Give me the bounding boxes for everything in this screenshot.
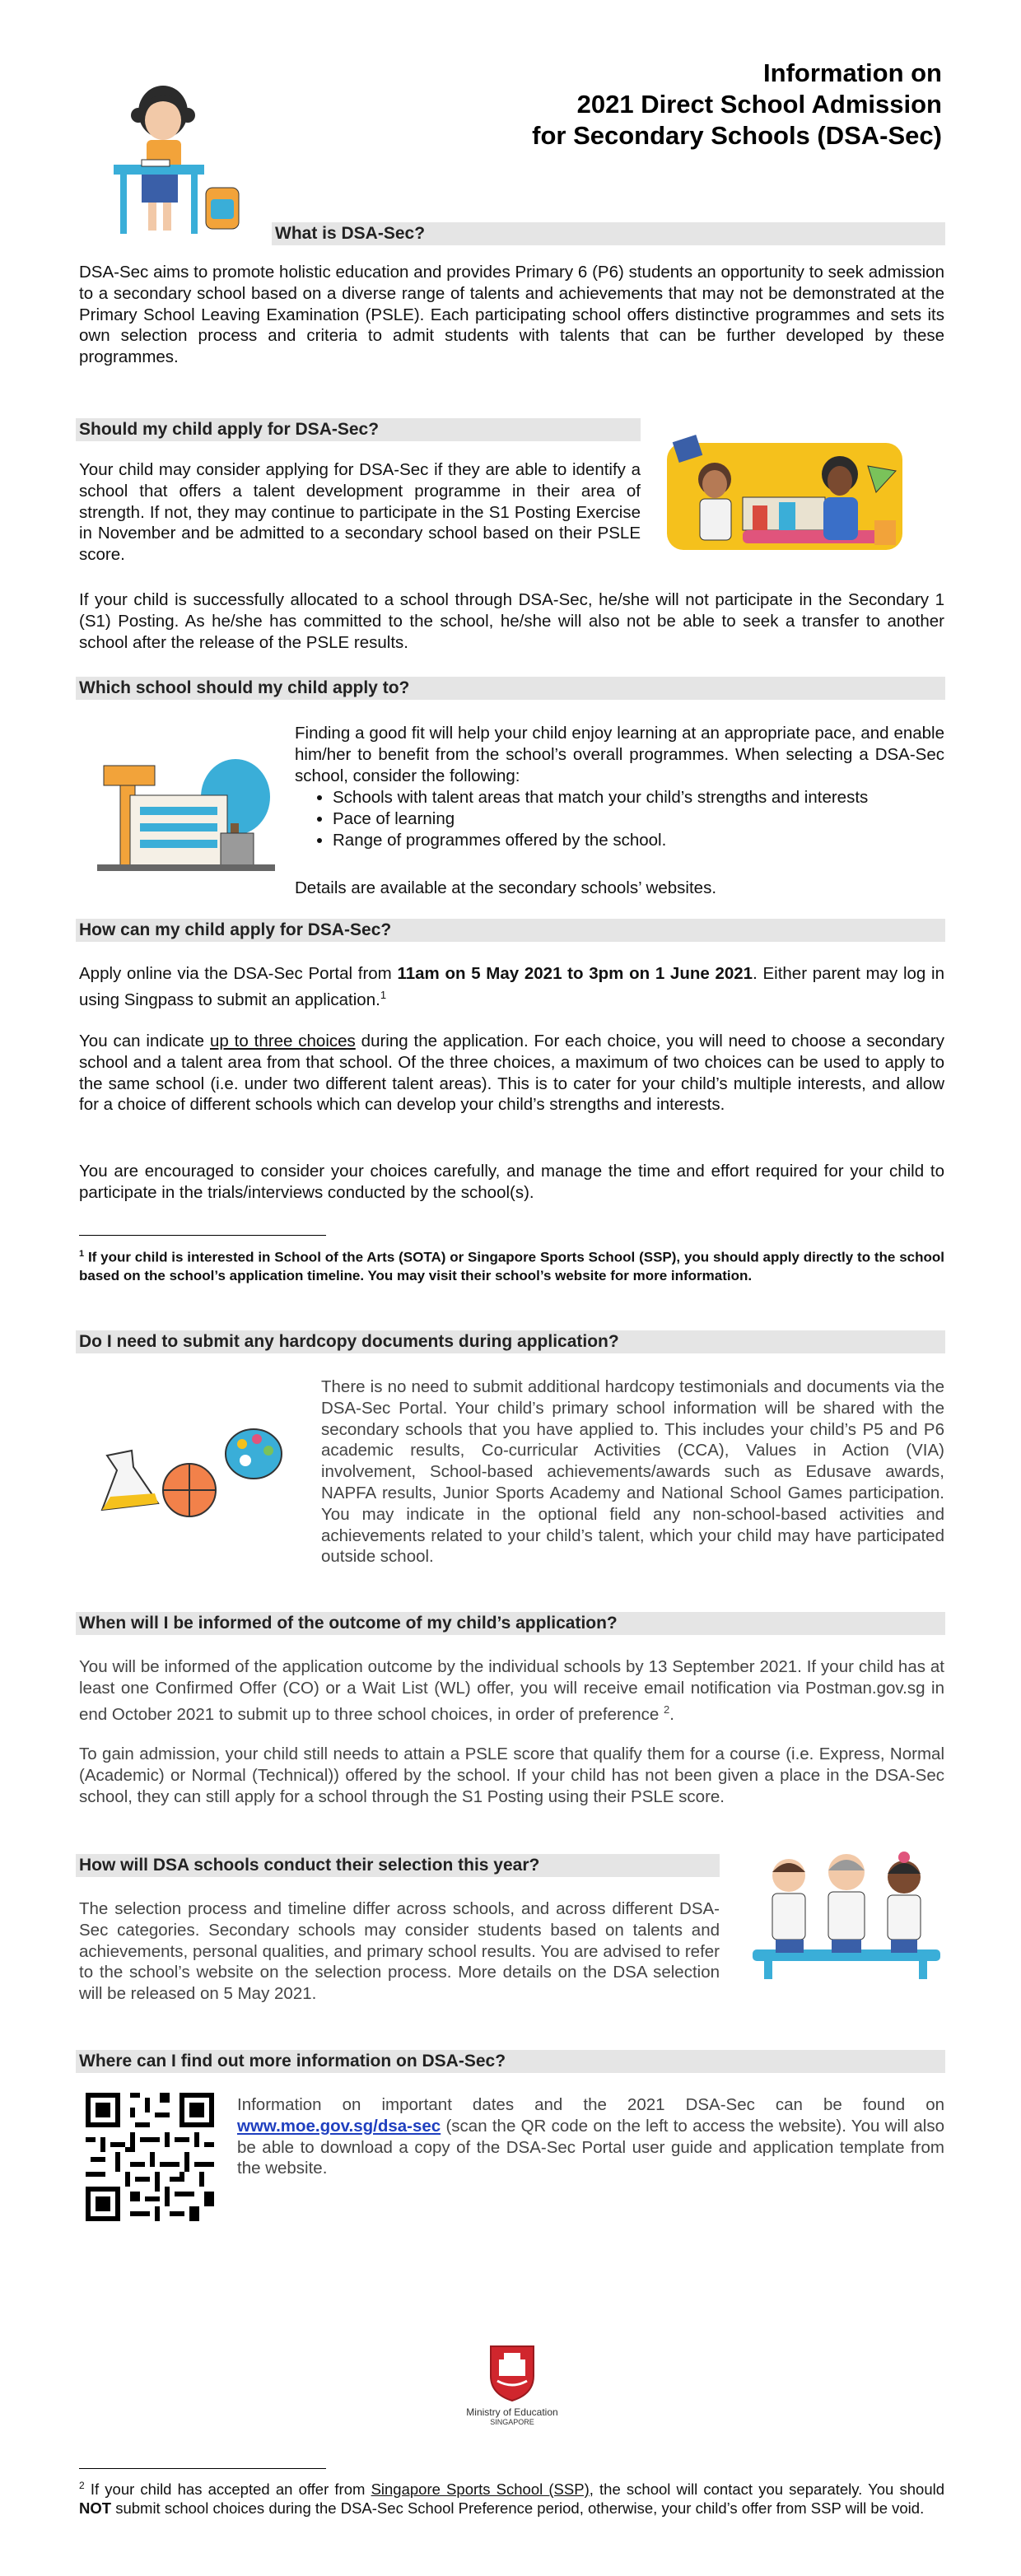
heading-which-school: Which school should my child apply to?	[76, 677, 945, 700]
how-para-3: You are encouraged to consider your choices carefully, and manage the time and effort required for your child to participate in the trials/interviews conducted by the school(s).	[79, 1162, 944, 1202]
heading-how-apply: How can my child apply for DSA-Sec?	[76, 919, 945, 942]
which-bullet-2: • Pace of learning	[333, 808, 944, 830]
moe-crest-icon	[479, 2343, 545, 2402]
should-body-1: Your child may consider applying for DSA-Sec if they are able to identify a school that offers a talent development programme in their area of strength. If not, they may continue to participate in the S1 Posting Exercise in November and be admitted to a secondary school based on their PSLE score.	[79, 460, 641, 565]
page-title	[532, 58, 942, 151]
logo-line-2: SINGAPORE	[490, 2418, 534, 2426]
illustration-three-children-bench	[748, 1847, 945, 1982]
footnote-divider-2	[79, 2468, 326, 2469]
heading-hardcopy: Do I need to submit any hardcopy documents during application?	[76, 1330, 945, 1353]
selection-body: The selection process and timeline differ across schools, and across different DSA-Sec categories. Secondary schools may consider students based on talents and achievements, personal qualities, and primary school results. You are advised to refer to the school’s website on the selection process. More details on the DSA selection will be released on 5 May 2021.	[79, 1899, 720, 2004]
what-body: DSA-Sec aims to promote holistic education and provides Primary 6 (P6) students an opportunity to seek admission to a secondary school based on a diverse range of talents and achievements that may not be demonstrated at the Primary School Leaving Examination (PSLE). Each participating school offers distinctive programmes and sets its own selection process and criteria to admit students with talents that can be further developed by these programmes.	[79, 263, 944, 367]
logo-line-1: Ministry of Education	[466, 2406, 558, 2418]
footnote-2-b: , the school will contact you separately. You should	[589, 2481, 945, 2499]
should-body-2: If your child is successfully allocated to a school through DSA-Sec, he/she will not participate in the Secondary 1 (S1) Posting. As he/she has committed to the school, he/she will also not be able to seek a transfer to another school after the release of the PSLE results.	[79, 590, 944, 652]
footnote-2-a: If your child has accepted an offer from	[84, 2481, 371, 2499]
footnote-1-mark: 1	[79, 1249, 85, 1259]
illustration-science-sports-art	[82, 1418, 288, 1525]
illustration-kids-playing	[664, 433, 902, 565]
how-p2-choices: up to three choices	[209, 1032, 356, 1050]
heading-what-is-dsa: What is DSA-Sec?	[272, 222, 945, 245]
footnote-2	[79, 2476, 944, 2518]
more-text-b: (scan the QR code on the left to access the website). You will also be able to download a copy of the DSA-Sec Portal user guide and application template from the website.	[237, 2116, 944, 2178]
title-line-2: 2021 Direct School Admission	[576, 90, 942, 119]
footnote-2-mark: 2	[79, 2480, 85, 2491]
title-line-3: for Secondary Schools (DSA-Sec)	[532, 121, 942, 150]
footnote-divider-1	[79, 1235, 326, 1236]
how-p1-b: . Either parent may log in using Singpass to submit an application.	[79, 964, 944, 1009]
outcome-para-2: To gain admission, your child still needs to attain a PSLE score that qualify them for a course (i.e. Express, Normal (Academic) or Normal (Technical)) offered by the school. If your child has not been given a place in the DSA-Sec school, they can still apply for a school through the S1 Posting using their PSLE score.	[79, 1745, 944, 1806]
footnote-2-ssp: Singapore Sports School (SSP)	[371, 2481, 590, 2499]
illustration-school-building	[97, 741, 275, 876]
outcome-para-1: You will be informed of the application outcome by the individual schools by 13 September 2021. If your child has at least one Confirmed Offer (CO) or a Wait List (WL) offer, you will receive email notification via Postman.gov.sg in end October 2021 to submit up to three school choices, in order of preference $^2$.	[79, 1657, 944, 1724]
footnote-2-c: submit school choices during the DSA-Sec School Preference period, otherwise, your child’s offer from SSP will be void.	[111, 2499, 925, 2518]
heading-outcome: When will I be informed of the outcome of my child’s application?	[76, 1612, 945, 1635]
more-text-a: Information on important dates and the 2021 DSA-Sec can be found on	[237, 2095, 944, 2114]
more-body	[237, 2094, 944, 2179]
which-details: Details are available at the secondary schools’ websites.	[295, 878, 717, 897]
illustration-girl-studying	[109, 68, 245, 239]
heading-selection: How will DSA schools conduct their selection this year?	[76, 1854, 720, 1877]
which-bullet-3: • Range of programmes offered by the school.	[333, 830, 944, 851]
how-p1-dates: 11am on 5 May 2021 to 3pm on 1 June 2021	[397, 964, 753, 983]
outcome-p1-text: You will be informed of the application outcome by the individual schools by 13 September 2021. If your child has at least one Confirmed Offer (CO) or a Wait List (WL) offer, you will receive email notification via Postman.gov.sg in end October 2021 to submit up to three school choices, in order of preference	[79, 1657, 944, 1724]
footnote-1	[79, 1245, 944, 1285]
heading-should-apply: Should my child apply for DSA-Sec?	[76, 418, 641, 441]
footnote-ref-2: 2	[663, 1703, 670, 1716]
moe-logo	[461, 2343, 563, 2427]
moe-dsa-link[interactable]: www.moe.gov.sg/dsa-sec	[237, 2116, 441, 2136]
footnote-ref-1: 1	[380, 988, 387, 1001]
how-p2-b: during the application. For each choice, you will need to choose a secondary school and a talent area from that school. Of the three choices, a maximum of two choices can be used to apply to the same school (i.e. under two different talent areas). This is to cater for your child’s multiple interests, and allow for a choice of different schools which can develop your child’s strengths and interests.	[79, 1032, 944, 1115]
title-line-1: Information on	[763, 58, 942, 87]
how-p2-a: You can indicate	[79, 1032, 210, 1050]
hardcopy-body: There is no need to submit additional hardcopy testimonials and documents via the DSA-Sec Portal. Your child’s primary school information will be shared with the secondary schools that you have applied to. This includes your child’s P5 and P6 academic results, Co-curricular Activities (CCA), Values in Action (VIA) involvement, School-based achievements/awards such as Edusave awards, NAPFA results, Junior Sports Academy and National School Games participation. You may indicate in the optional field any non-school-based activities and achievements related to your child’s talent, which your child may have participated outside school.	[321, 1377, 944, 1567]
footnote-2-not: NOT	[79, 2499, 112, 2518]
how-para-1	[79, 963, 944, 1010]
which-intro: Finding a good fit will help your child enjoy learning at an appropriate pace, and enable him/her to benefit from the school’s overall programmes. When selecting a DSA-Sec school, consider the following:	[295, 724, 944, 785]
how-p1-a: Apply online via the DSA-Sec Portal from	[79, 964, 398, 983]
how-para-2	[79, 1031, 944, 1116]
qr-code[interactable]	[86, 2093, 214, 2221]
which-bullet-1: • Schools with talent areas that match your child’s strengths and interests	[333, 787, 944, 808]
heading-more-info: Where can I find out more information on DSA-Sec?	[76, 2050, 945, 2073]
which-bullets	[295, 787, 944, 850]
footnote-1-text: If your child is interested in School of the Arts (SOTA) or Singapore Sports School (SSP), you should apply directly to the school based on the school’s application timeline. You may visit their school’s website for more information.	[79, 1249, 944, 1283]
